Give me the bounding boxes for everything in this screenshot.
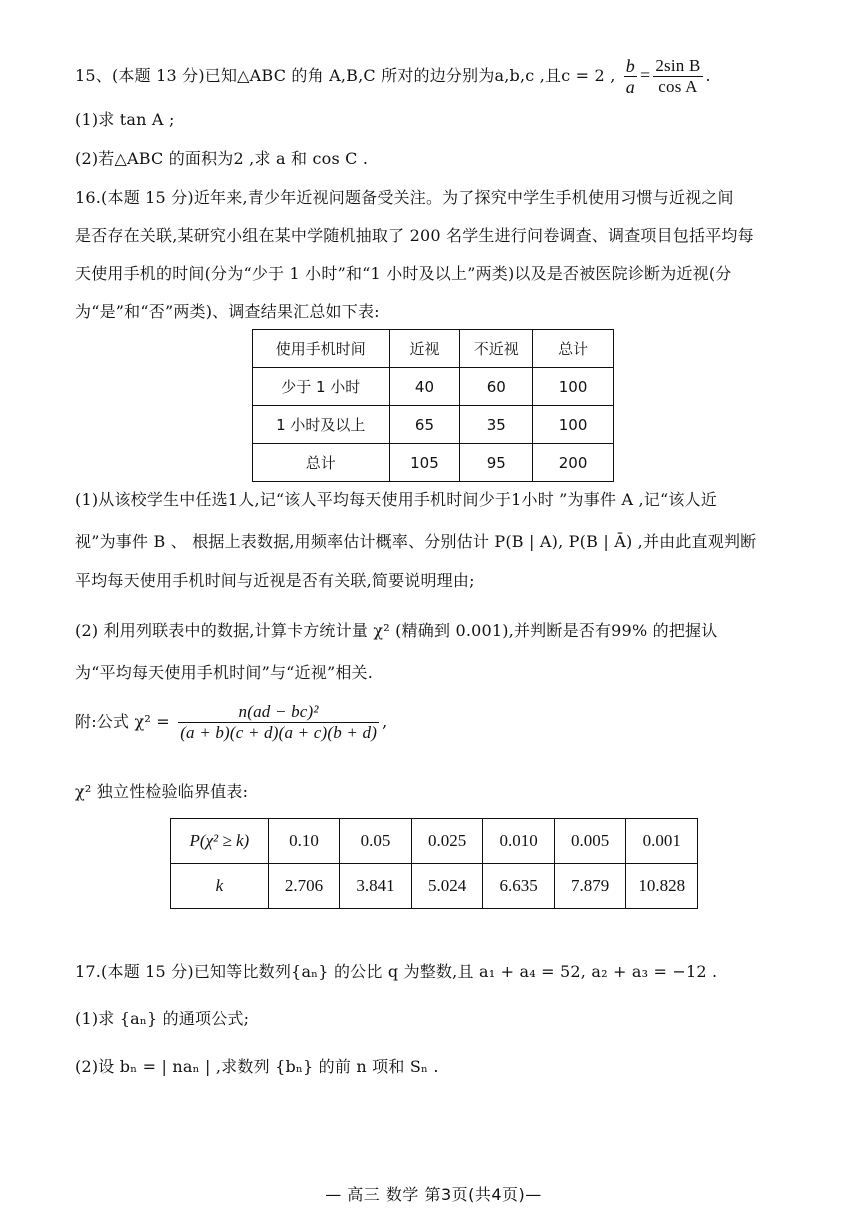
table-cell: 40 <box>389 368 460 406</box>
table-row <box>171 864 698 909</box>
table-cell: 65 <box>389 406 460 444</box>
q15-fraction-b-over-a: $\frac{b}{a}$ <box>625 56 635 97</box>
q16-part2-line-1: (2) 利用列联表中的数据,计算卡方统计量 χ² (精确到 0.001),并判断是否有99% 的把握认 <box>75 621 718 640</box>
table-header-cell: 使用手机时间 <box>253 330 390 368</box>
table-cell: 95 <box>460 444 533 482</box>
q17-stem: 17.(本题 15 分)已知等比数列{aₙ} 的公比 q 为整数,且 a₁ + a₄ = 52, a₂ + a₃ = −12 . <box>75 962 718 981</box>
q16-part1-line-1: (1)从该校学生中任选1人,记“该人平均每天使用手机时间少于1小时 ”为事件 A ,记“该人近 <box>75 490 717 509</box>
table-cell: 3.841 <box>340 864 412 909</box>
table-header-cell: 不近视 <box>460 330 533 368</box>
formula-label: 附:公式 χ² = <box>75 712 170 731</box>
table-row <box>171 819 698 864</box>
q15-part1: (1)求 tan A ; <box>75 110 175 129</box>
table-cell: 0.10 <box>268 819 340 864</box>
table-cell: 6.635 <box>483 864 555 909</box>
table-row <box>253 368 614 406</box>
q16-part2-line-2: 为“平均每天使用手机时间”与“近视”相关. <box>75 663 374 682</box>
table-cell: 100 <box>533 406 614 444</box>
table-cell: 200 <box>533 444 614 482</box>
critical-value-table <box>170 818 698 909</box>
critical-table-title: χ² 独立性检验临界值表: <box>75 782 249 801</box>
q15-tail: . <box>705 66 711 85</box>
q16-line-1: 16.(本题 15 分)近年来,青少年近视问题备受关注。为了探究中学生手机使用习惯与近视之间 <box>75 188 734 207</box>
q16-part1-line-2: 视”为事件 B 、 根据上表数据,用频率估计概率、分别估计 P(B | A), P(B | Ā) ,并由此直观判断 <box>75 532 757 551</box>
table-cell: 0.025 <box>411 819 483 864</box>
table-row <box>253 406 614 444</box>
table-cell: 0.005 <box>554 819 626 864</box>
q16-part1-line-3: 平均每天使用手机时间与近视是否有关联,简要说明理由; <box>75 571 475 590</box>
table-header-row <box>253 330 614 368</box>
table-cell: 35 <box>460 406 533 444</box>
q15-fraction-sin-over-cos: $\frac{\text{2sin B}}{\text{cos A}}$ <box>655 56 701 96</box>
table-cell: 105 <box>389 444 460 482</box>
table-row-label: P(χ² ≥ k) <box>171 819 269 864</box>
table-cell: 10.828 <box>626 864 698 909</box>
chi-square-formula <box>75 702 807 743</box>
table-cell: 60 <box>460 368 533 406</box>
q15-stem <box>75 56 807 97</box>
table-row-label: k <box>171 864 269 909</box>
q17-part1: (1)求 {aₙ} 的通项公式; <box>75 1009 250 1028</box>
table-row <box>253 444 614 482</box>
formula-fraction: $\frac{\text{n(ad − bc)²}}{(a + b)(c + d)(a + c)(b + d)}$ <box>180 702 378 742</box>
table-cell: 少于 1 小时 <box>253 368 390 406</box>
table-cell: 1 小时及以上 <box>253 406 390 444</box>
table-cell: 0.001 <box>626 819 698 864</box>
q15-equals: = <box>640 65 651 85</box>
table-header-cell: 总计 <box>533 330 614 368</box>
q16-line-3: 天使用手机的时间(分为“少于 1 小时”和“1 小时及以上”两类)以及是否被医院诊断为近视(分 <box>75 264 732 283</box>
table-header-cell: 近视 <box>389 330 460 368</box>
table-cell: 2.706 <box>268 864 340 909</box>
table-cell: 7.879 <box>554 864 626 909</box>
contingency-table <box>252 329 614 482</box>
table-cell: 0.010 <box>483 819 555 864</box>
q16-line-2: 是否存在关联,某研究小组在某中学随机抽取了 200 名学生进行问卷调查、调查项目包括平均每 <box>75 226 754 245</box>
q16-line-4: 为“是”和“否”两类)、调查结果汇总如下表: <box>75 302 380 321</box>
formula-tail: , <box>382 712 388 731</box>
table-cell: 100 <box>533 368 614 406</box>
q17-part2: (2)设 bₙ = | naₙ | ,求数列 {bₙ} 的前 n 项和 Sₙ . <box>75 1057 439 1076</box>
q15-head: 15、(本题 13 分)已知△ABC 的角 A,B,C 所对的边分别为a,b,c ,且c = 2 , <box>75 66 616 85</box>
q15-part2: (2)若△ABC 的面积为2 ,求 a 和 cos C . <box>75 149 369 168</box>
table-cell: 0.05 <box>340 819 412 864</box>
page-footer: — 高三 数学 第3页(共4页)— <box>325 1185 542 1204</box>
table-cell: 5.024 <box>411 864 483 909</box>
table-cell: 总计 <box>253 444 390 482</box>
